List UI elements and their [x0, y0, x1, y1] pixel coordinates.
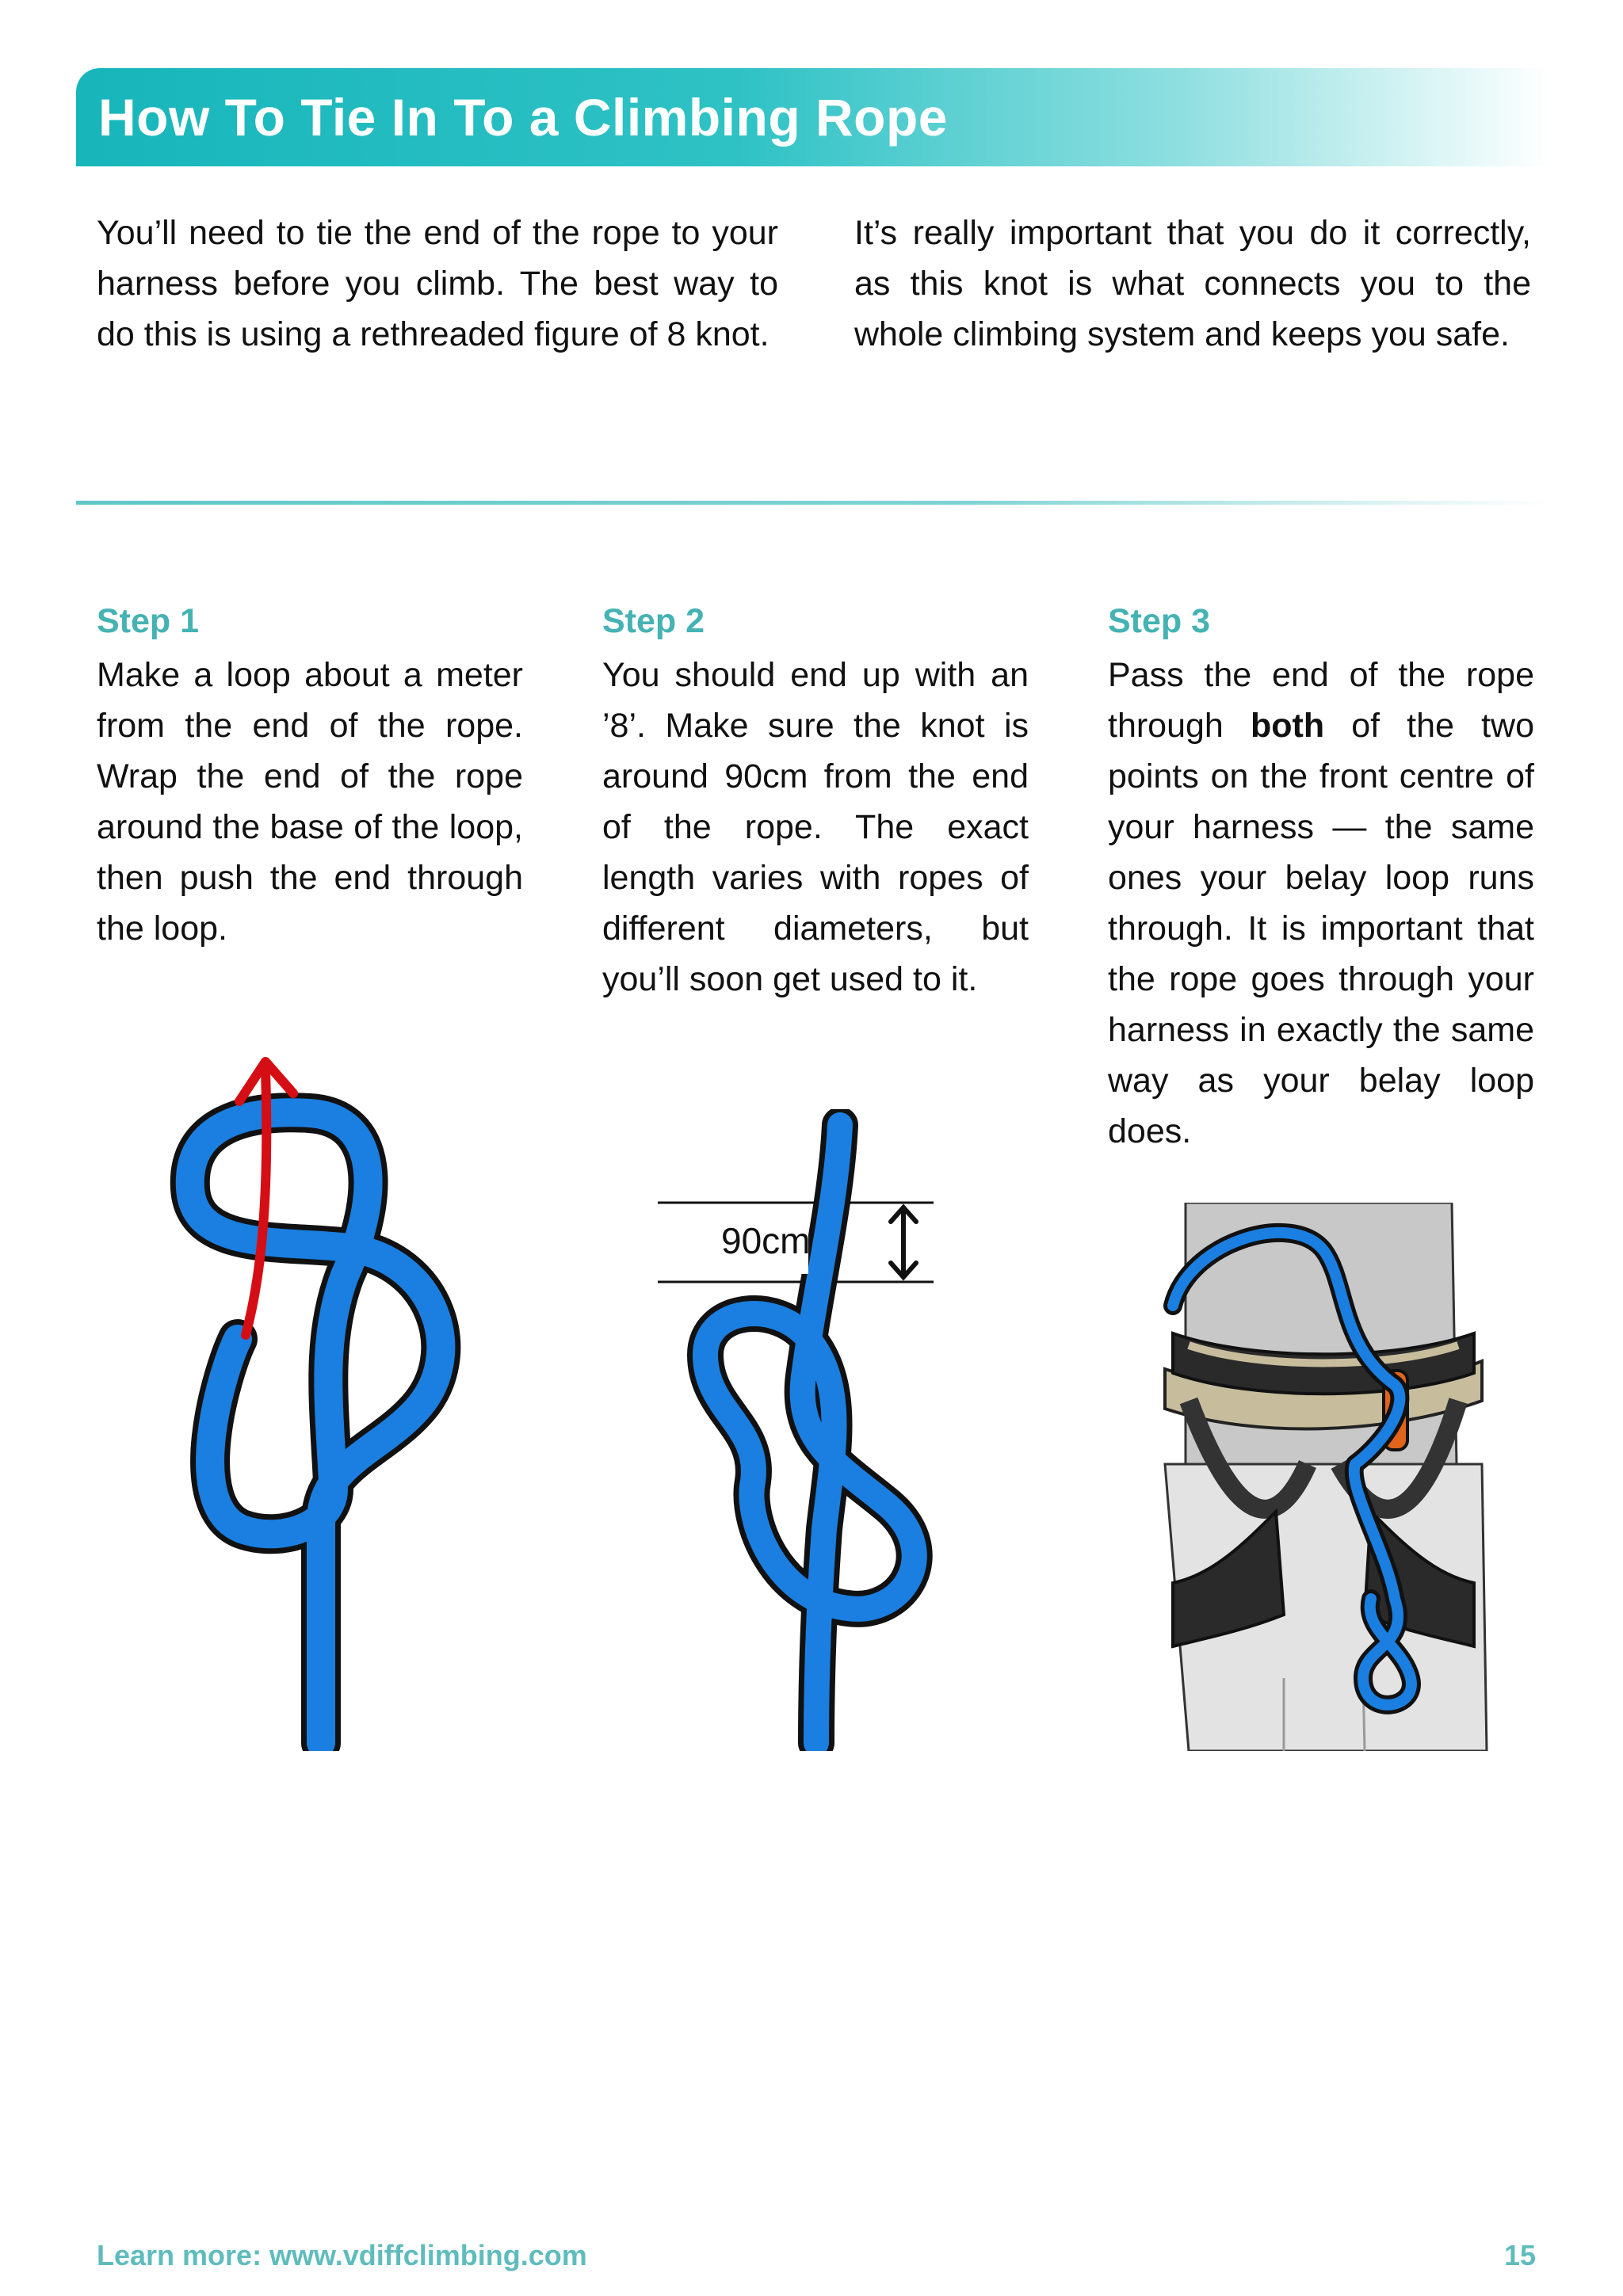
step-3-bold-word: both: [1250, 707, 1325, 745]
step-1-title: Step 1: [97, 602, 200, 640]
intro-left: You’ll need to tie the end of the rope to your harness before you climb. The best way to do this is using a rethreaded figure of 8 knot.: [97, 214, 778, 353]
double-arrow-icon: [891, 1207, 916, 1277]
step-1-loop-illustration: [151, 1038, 483, 1751]
step-1: [97, 596, 523, 954]
intro-right: It’s really important that you do it correctly, as this knot is what connects you to the whole climbing system and keeps you safe.: [854, 214, 1531, 353]
title-bar: [76, 68, 1550, 166]
step-1-text: Make a loop about a meter from the end of the rope. Wrap the end of the rope around the base of the loop, then push the end through the loop.: [97, 656, 523, 948]
measure-label: 90cm: [721, 1220, 811, 1261]
section-divider: [76, 501, 1550, 505]
step-2-title: Step 2: [602, 602, 705, 640]
page-title: How To Tie In To a Climbing Rope: [98, 88, 948, 147]
step-2-text: You should end up with an ’8’. Make sure the knot is around 90cm from the end of the rope. The exact length varies with ropes of different diameters, but you’ll soon get used to it.: [602, 656, 1029, 998]
step-3-harness-illustration: [1157, 1203, 1490, 1751]
step-2: [602, 596, 1029, 1005]
step-3-title: Step 3: [1108, 602, 1211, 640]
footer-learn-more: Learn more: www.vdiffclimbing.com: [97, 2239, 587, 2271]
step-2-figure8-illustration: [658, 1109, 975, 1751]
page-number: 15: [1503, 2239, 1536, 2271]
step-3: [1108, 596, 1534, 1157]
step-3-text: Pass the end of the rope through both of the two points on the front centre of your harness — the same ones your belay loop runs through. It is important that the rope goes through your harness in exactly the same way as your belay loop does.: [1108, 656, 1534, 1150]
